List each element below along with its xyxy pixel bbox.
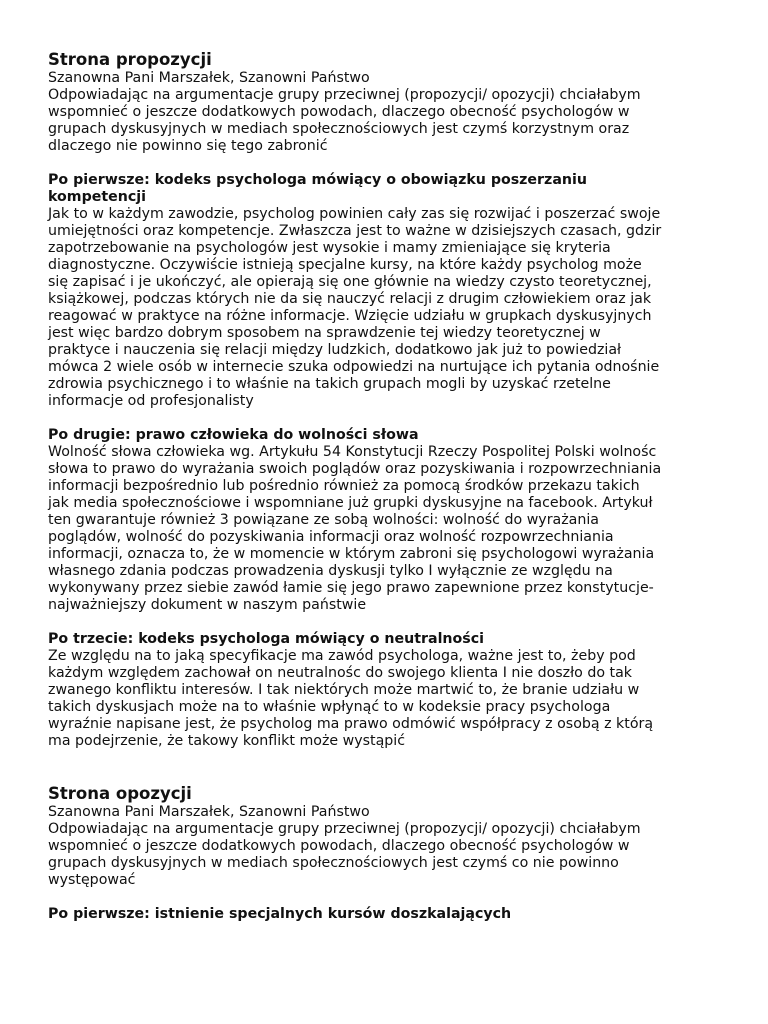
- proposition-point-3-body: Ze względu na to jaką specyfikacje ma zawód psychologa, ważne jest to, żeby pod każdym względem zachował on neutralnośc do swojego klienta I nie doszło do tak zwanego konfliktu interesów. I tak niektórych może martwić to, że branie udziału w takich dyskusjach może na to właśnie wpłynąć to w kodeksie pracy psychologa wyraźnie napisane jest, że psycholog ma prawo odmówić współpracy z osobą z którą ma podejrzenie, że takowy konflikt może wystąpić: [48, 648, 654, 749]
- opposition-intro: Odpowiadając na argumentacje grupy przeciwnej (propozycji/ opozycji) chciałabym wspomnieć o jeszcze dodatkowych powodach, dlaczego obecność psychologów w grupach dyskusyjnych w mediach społecznościowych jest czymś co nie powinno występować: [48, 821, 641, 888]
- proposition-greeting: Szanowna Pani Marszałek, Szanowni Państwo: [48, 70, 370, 86]
- opposition-greeting: Szanowna Pani Marszałek, Szanowni Państwo: [48, 804, 370, 820]
- proposition-point-3-heading: Po trzecie: kodeks psychologa mówiący o neutralności: [48, 631, 484, 647]
- proposition-point-1-heading: Po pierwsze: kodeks psychologa mówiący o obowiązku poszerzaniu kompetencji: [48, 172, 587, 205]
- proposition-title: Strona propozycji: [48, 50, 212, 69]
- proposition-point-2-body: Wolność słowa człowieka wg. Artykułu 54 Konstytucji Rzeczy Pospolitej Polski wolnośc słowa to prawo do wyrażania swoich poglądów oraz pozyskiwania i rozpowrzechniania informacji bezpośrednio lub pośrednio również za pomocą środków przekazu takich jak media społecznościowe i wspomniane już grupki dyskusyjne na facebook. Artykuł ten gwarantuje również 3 powiązane ze sobą wolności: wolność do wyrażania poglądów, wolność do pozyskiwania informacji oraz wolność rozpowrzechniania informacji, oznacza to, że w momencie w którym zabroni się psychologowi wyrażania własnego zdania podczas prowadzenia dyskusji tylko I wyłącznie ze względu na wykonywany przez siebie zawód łamie się jego prawo zapewnione przez konstytucje- najważniejszy dokument w naszym państwie: [48, 444, 662, 613]
- proposition-point-2-heading: Po drugie: prawo człowieka do wolności słowa: [48, 427, 419, 443]
- opposition-point-1-heading: Po pierwsze: istnienie specjalnych kursów doszkalających: [48, 906, 512, 922]
- proposition-point-1-body: Jak to w każdym zawodzie, psycholog powinien cały zas się rozwijać i poszerzać swoje umiejętności oraz kompetencje. Zwłaszcza jest to ważne w dzisiejszych czasach, gdzir zapotrzebowanie na psychologów jest wysokie i mamy zmieniające się kryteria diagnostyczne. Oczywiście istnieją specjalne kursy, na które każdy psycholog może się zapisać i je ukończyć, ale opierają się one głównie na wiedzy czysto teoretycznej, książkowej, podczas których nie da się nauczyć relacji z drugim człowiekiem oraz jak reagować w praktyce na różne informacje. Wzięcie udziału w grupkach dyskusyjnych jest więc bardzo dobrym sposobem na sprawdzenie tej wiedzy teoretycznej w praktyce i nauczenia się relacji między ludzkich, dodatkowo jak już to powiedział mówca 2 wiele osób w internecie szuka odpowiedzi na nurtujące ich pytania odnośnie zdrowia psychicznego i to właśnie na takich grupach mogli by uzyskać rzetelne informacje od profesjonalisty: [48, 206, 662, 409]
- proposition-intro: Odpowiadając na argumentacje grupy przeciwnej (propozycji/ opozycji) chciałabym wspomnieć o jeszcze dodatkowych powodach, dlaczego obecność psychologów w grupach dyskusyjnych w mediach społecznościowych jest czymś korzystnym oraz dlaczego nie powinno się tego zabronić: [48, 87, 641, 154]
- opposition-title: Strona opozycji: [48, 784, 192, 803]
